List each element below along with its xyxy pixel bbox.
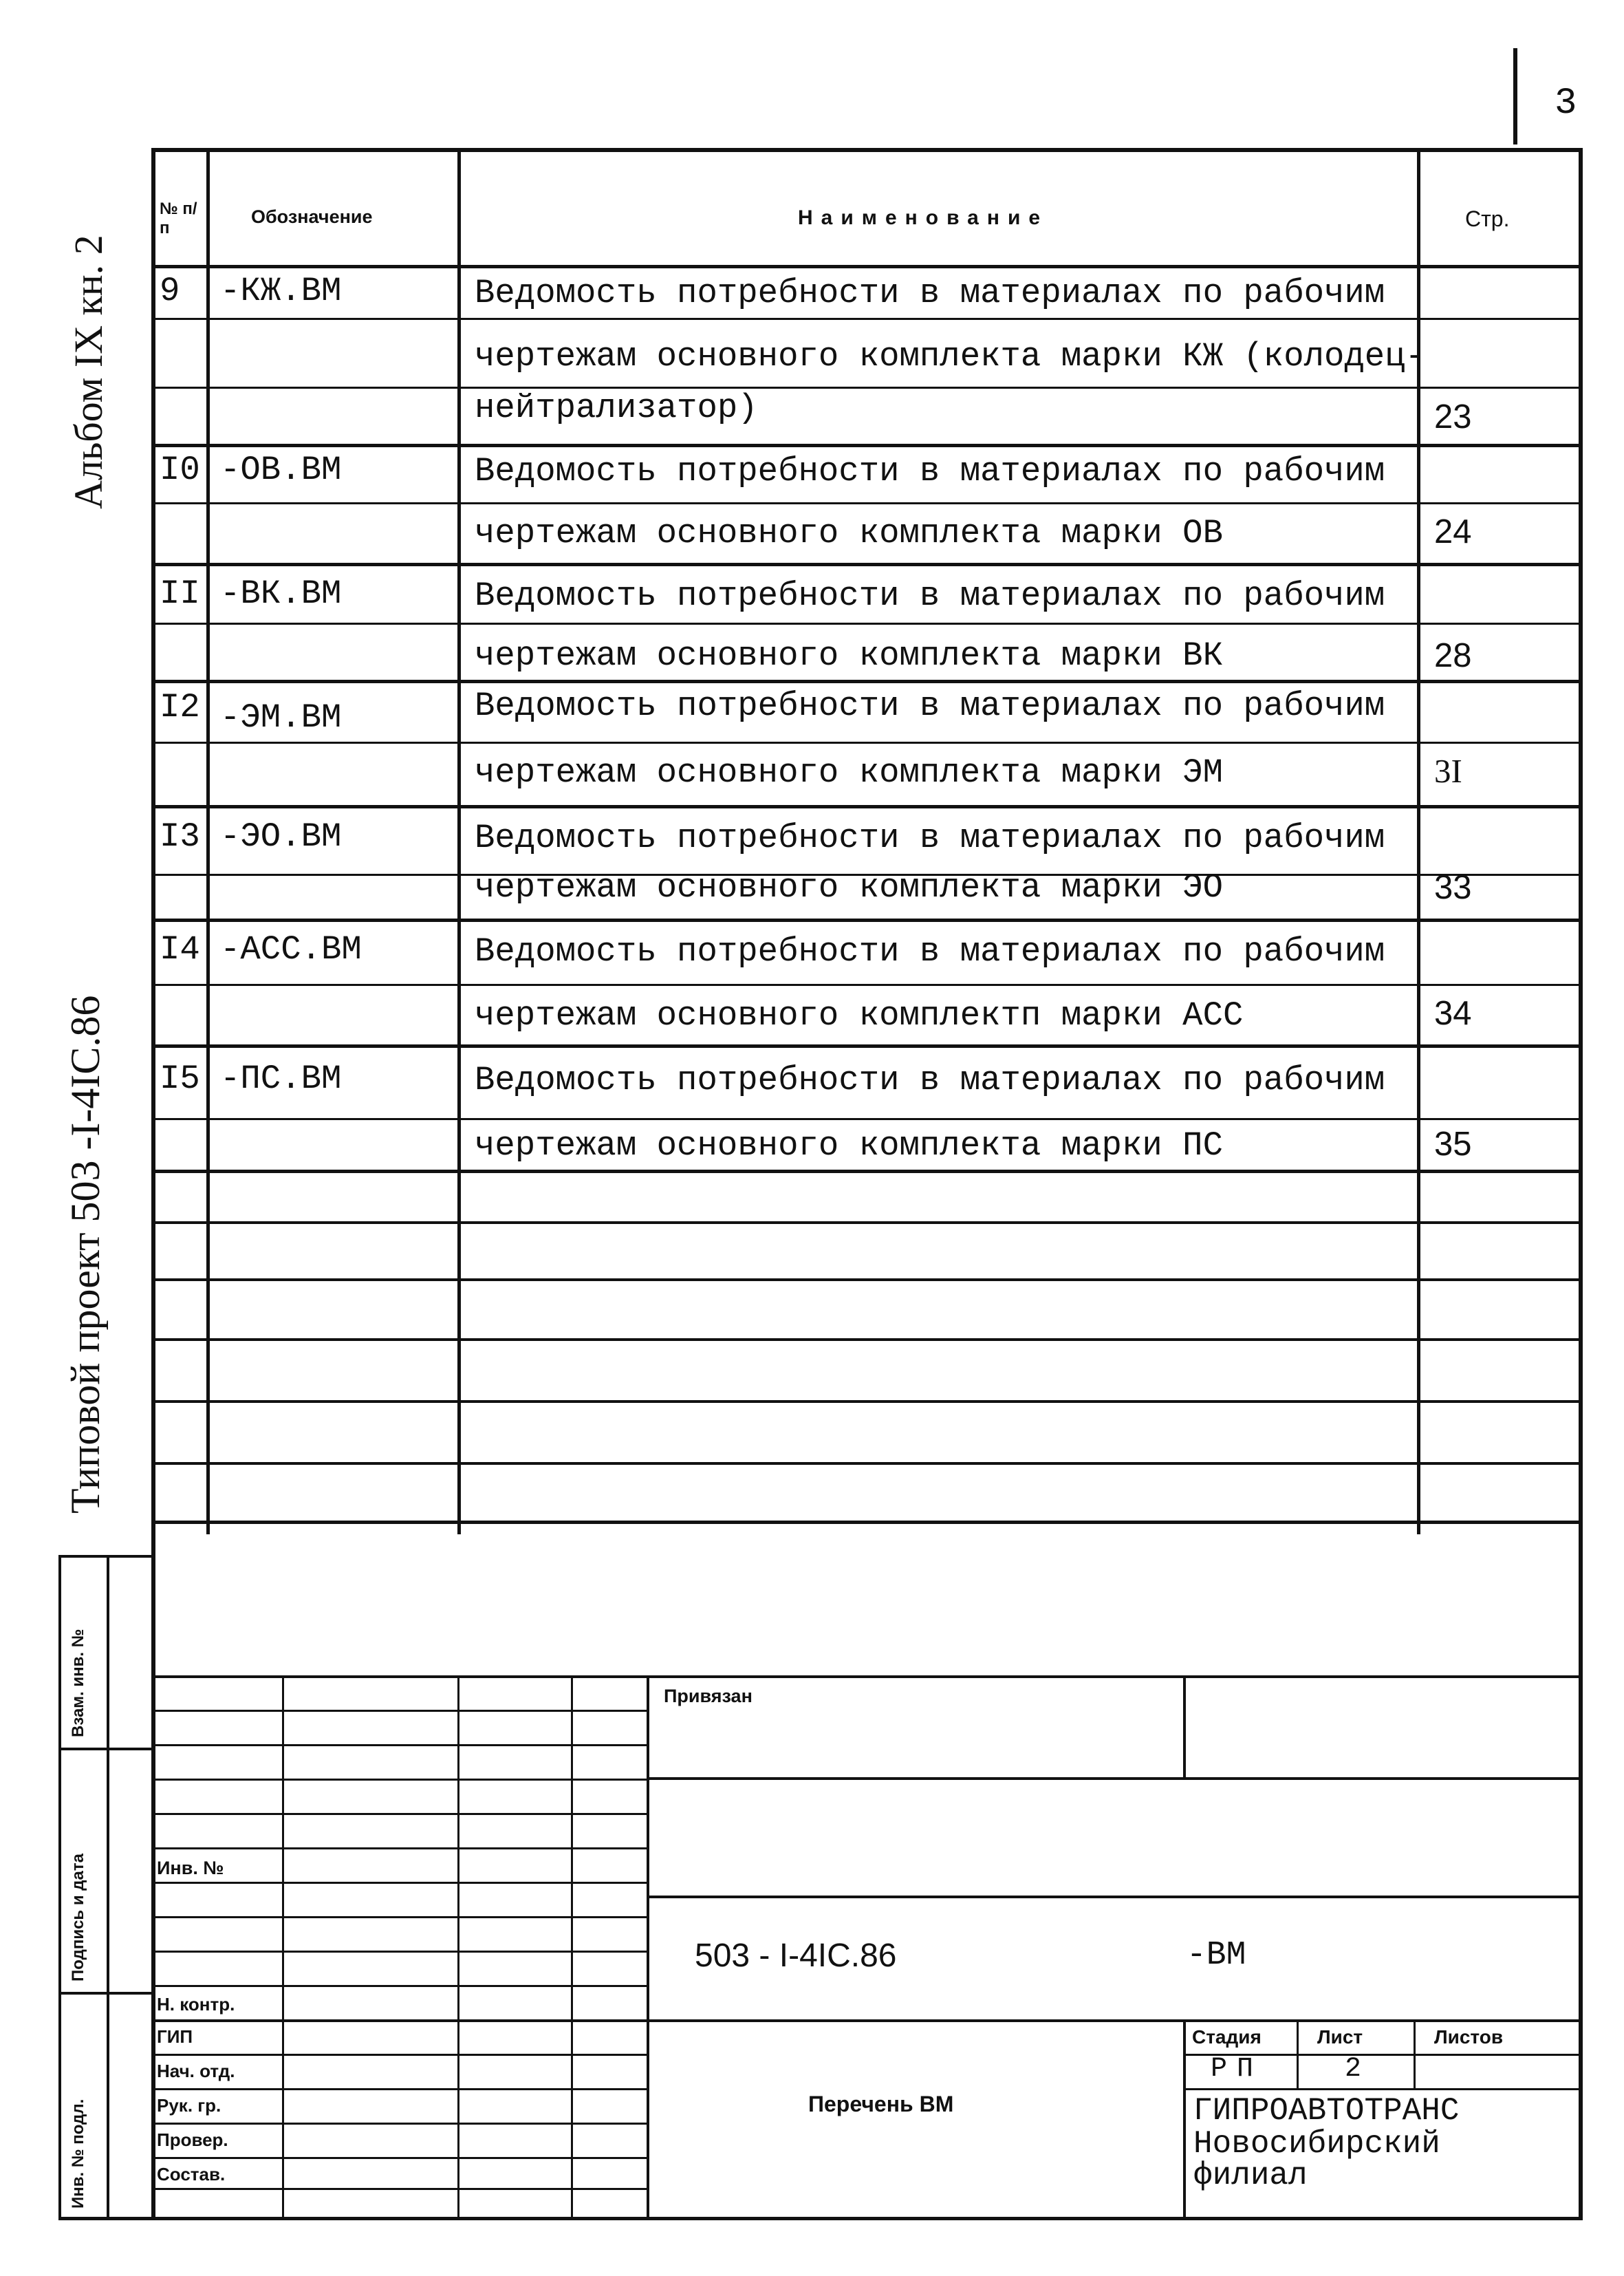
stamp-sheet-label: Лист (1317, 2026, 1363, 2048)
header-designation: Обозначение (251, 206, 373, 227)
row-14-designation: -АСС.ВМ (220, 930, 362, 969)
row-9-name-line2: чертежам основного комплекта марки КЖ (колодец- (475, 337, 1426, 376)
row-9-name-line3: нейтрализатор) (475, 389, 758, 427)
stamp-org-line1: ГИПРОАВТОТРАНС (1193, 2093, 1460, 2129)
stamp-side-label-inv: Инв. № подл. (69, 2098, 87, 2209)
header-num: № п/п (160, 200, 197, 237)
stamp-role-n-kontr: Н. контр. (157, 1994, 235, 2015)
stamp-side-label-podpis: Подпись и дата (69, 1854, 87, 1982)
row-12-page: 3I (1434, 752, 1462, 790)
row-14-num: I4 (160, 930, 200, 969)
row-12-designation: -ЭМ.ВМ (220, 698, 342, 737)
row-13-num: I3 (160, 817, 200, 856)
stamp-role-prover: Провер. (157, 2129, 228, 2150)
row-10-name-line1: Ведомость потребности в материалах по рабочим (475, 452, 1385, 491)
row-15-designation: -ПС.ВМ (220, 1060, 342, 1098)
stamp-sheets-label: Листов (1434, 2026, 1504, 2048)
row-10-page: 24 (1434, 513, 1472, 550)
row-12-name-line1: Ведомость потребности в материалах по рабочим (475, 687, 1385, 725)
header-name: Наименование (798, 206, 1049, 229)
row-12-num: I2 (160, 688, 200, 727)
stamp-stage-label: Стадия (1192, 2026, 1262, 2048)
row-13-name-line2: чертежам основного комплекта марки ЭО (475, 868, 1223, 907)
stamp-sheet: 2 (1345, 2054, 1362, 2085)
stamp-role-ruk-gr: Рук. гр. (157, 2095, 221, 2116)
page-number: 3 (1555, 83, 1577, 125)
row-12-name-line2: чертежам основного комплекта марки ЭМ (475, 753, 1223, 792)
row-9-num: 9 (160, 272, 180, 310)
row-14-name-line1: Ведомость потребности в материалах по рабочим (475, 932, 1385, 971)
row-14-name-line2: чертежам основного комплектп марки АСС (475, 996, 1244, 1035)
stamp-role-nach-otd: Нач. отд. (157, 2061, 235, 2081)
stamp-role-gip: ГИП (157, 2026, 193, 2047)
stamp-privyazan: Привязан (664, 1686, 753, 1706)
stamp-stage: РП (1211, 2054, 1264, 2085)
row-15-name-line1: Ведомость потребности в материалах по рабочим (475, 1061, 1385, 1099)
album-label: Альбом IX кн. 2 (66, 235, 111, 509)
row-15-num: I5 (160, 1060, 200, 1098)
row-9-name-line1: Ведомость потребности в материалах по рабочим (475, 274, 1385, 312)
stamp-code: 503 - I-4IC.86 (695, 1937, 897, 1974)
row-15-page: 35 (1434, 1126, 1472, 1163)
row-10-name-line2: чертежам основного комплекта марки ОВ (475, 514, 1223, 552)
row-9-page: 23 (1434, 398, 1472, 436)
row-13-designation: -ЭО.ВМ (220, 817, 342, 856)
stamp-suffix: -ВМ (1187, 1937, 1246, 1974)
project-label: Типовой проект 503 -I-4IC.86 (63, 995, 108, 1514)
row-11-page: 28 (1434, 637, 1472, 674)
stamp-title: Перечень ВМ (808, 2092, 954, 2116)
row-11-name-line2: чертежам основного комплекта марки ВК (475, 636, 1223, 675)
header-page: Стр. (1465, 206, 1510, 231)
stamp-side-label-vzam: Взам. инв. № (69, 1629, 87, 1737)
row-13-page: 33 (1434, 869, 1472, 906)
row-11-designation: -ВК.ВМ (220, 575, 342, 613)
row-11-num: II (160, 575, 200, 613)
row-10-num: I0 (160, 451, 200, 489)
stamp-org-line3: филиал (1193, 2158, 1308, 2193)
row-13-name-line1: Ведомость потребности в материалах по рабочим (475, 819, 1385, 857)
row-15-name-line2: чертежам основного комплекта марки ПС (475, 1126, 1223, 1165)
row-9-designation: -КЖ.ВМ (220, 272, 342, 310)
row-11-name-line1: Ведомость потребности в материалах по рабочим (475, 577, 1385, 615)
row-14-page: 34 (1434, 995, 1472, 1032)
stamp-org-line2: Новосибирский (1193, 2126, 1440, 2162)
stamp-inv-no: Инв. № (157, 1858, 224, 1878)
stamp-role-sostav: Состав. (157, 2164, 226, 2184)
row-10-designation: -ОВ.ВМ (220, 451, 342, 489)
